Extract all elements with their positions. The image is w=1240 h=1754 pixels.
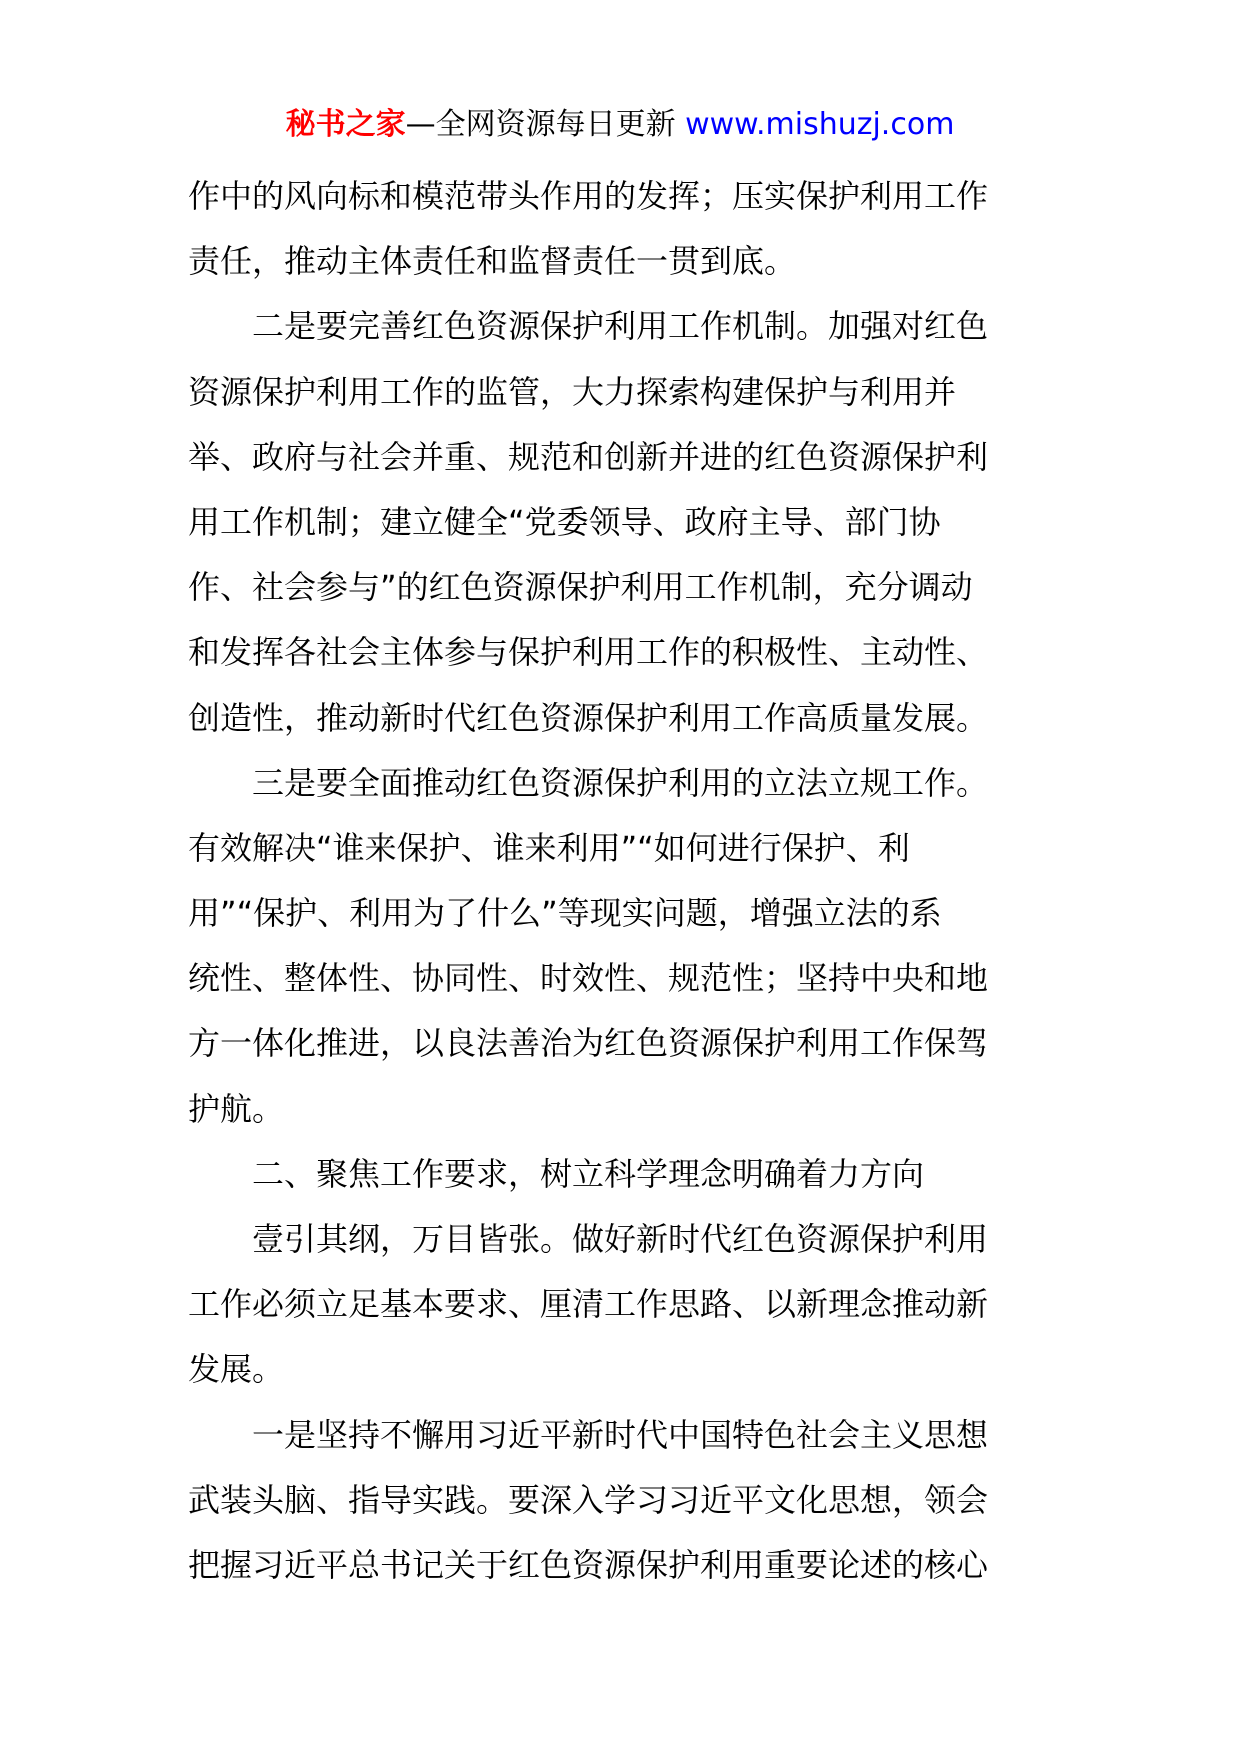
section-heading: 二、聚焦工作要求，树立科学理念明确着力方向 — [252, 1154, 925, 1193]
text-line: 作、社会参与”的红色资源保护利用工作机制，充分调动 — [188, 568, 973, 607]
text-line: 资源保护利用工作的监管，大力探索构建保护与利用并 — [188, 372, 957, 411]
document-body — [188, 164, 1064, 1598]
text-line: 作中的风向标和模范带头作用的发挥；压实保护利用工作 — [188, 177, 989, 215]
text-line: 用工作机制；建立健全“党委领导、政府主导、部门协 — [188, 502, 941, 541]
text-line: 用”“保护、利用为了什么”等现实问题，增强立法的系 — [188, 894, 942, 933]
text-line: 和发挥各社会主体参与保护利用工作的积极性、主动性、 — [188, 633, 989, 672]
text-line: 把握习近平总书记关于红色资源保护利用重要论述的核心 — [188, 1545, 989, 1584]
site-url-link[interactable]: www.mishuzj.com — [675, 107, 955, 142]
text-line: 统性、整体性、协同性、时效性、规范性；坚持中央和地 — [188, 959, 989, 998]
brand-name: 秘书之家 — [285, 107, 406, 142]
site-header — [0, 100, 1240, 150]
text-line: 发展。 — [188, 1350, 285, 1389]
text-line: 责任，推动主体责任和监督责任一贯到底。 — [188, 242, 797, 281]
text-line: 护航。 — [188, 1089, 285, 1128]
header-slogan: —全网资源每日更新 — [405, 107, 676, 142]
text-line: 有效解决“谁来保护、谁来利用”“如何进行保护、利 — [188, 828, 910, 867]
text-line: 创造性，推动新时代红色资源保护利用工作高质量发展。 — [188, 698, 989, 737]
paragraph-start: 一是坚持不懈用习近平新时代中国特色社会主义思想 — [252, 1415, 989, 1454]
paragraph-start: 二是要完善红色资源保护利用工作机制。加强对红色 — [252, 307, 989, 346]
text-line: 工作必须立足基本要求、厘清工作思路、以新理念推动新 — [188, 1285, 989, 1324]
text-line: 方一体化推进，以良法善治为红色资源保护利用工作保驾 — [188, 1024, 989, 1063]
paragraph-start: 三是要全面推动红色资源保护利用的立法立规工作。 — [252, 763, 989, 802]
text-line: 武装头脑、指导实践。要深入学习习近平文化思想，领会 — [188, 1480, 989, 1519]
paragraph-start: 壹引其纲，万目皆张。做好新时代红色资源保护利用 — [252, 1220, 989, 1258]
text-line: 举、政府与社会并重、规范和创新并进的红色资源保护利 — [188, 437, 989, 476]
